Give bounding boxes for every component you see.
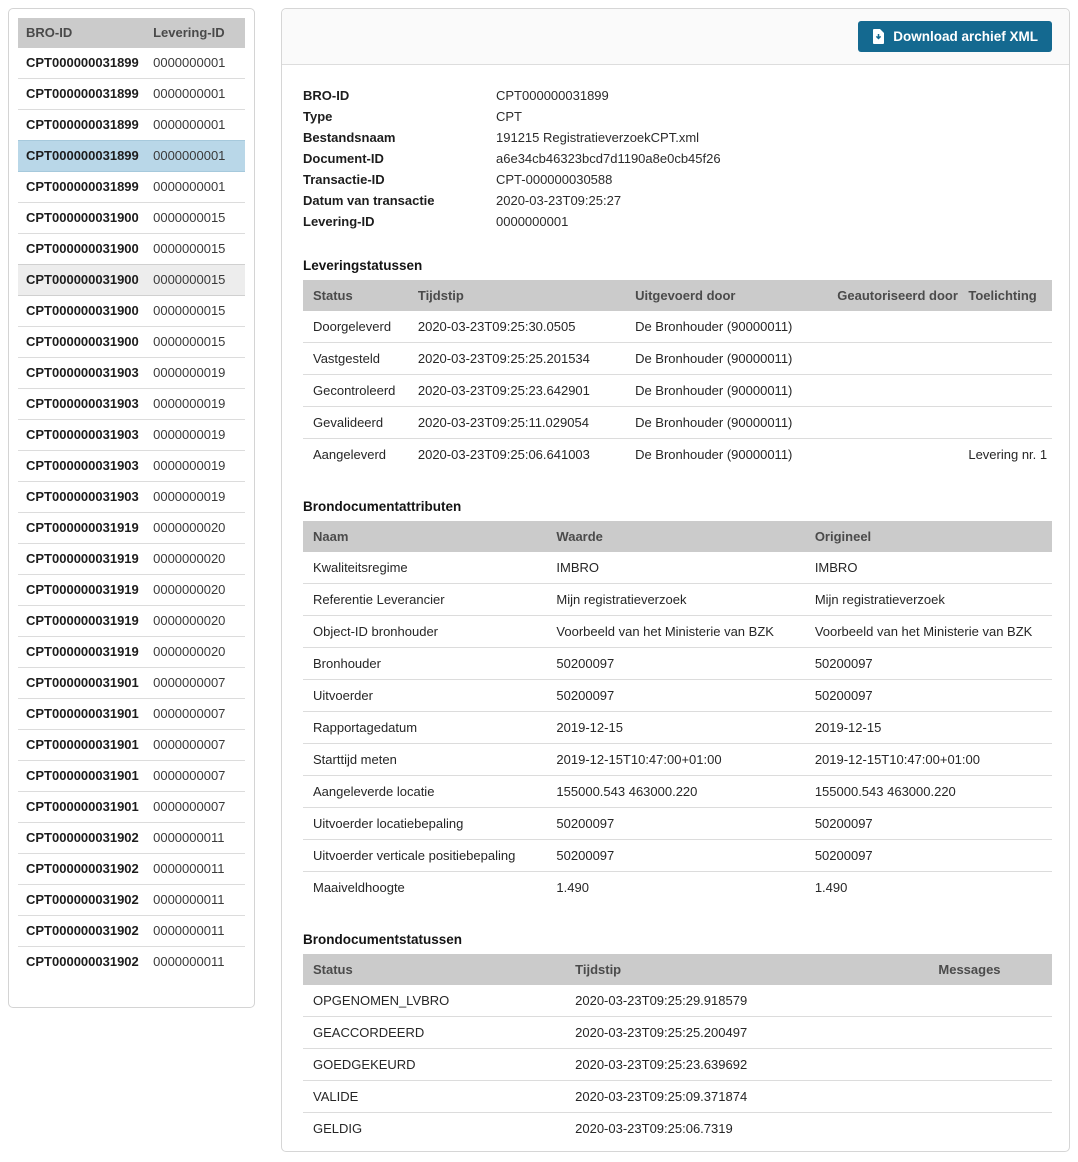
section-leveringstatussen xyxy=(303,258,1052,470)
table-cell xyxy=(928,985,1052,1017)
field-value: 0000000001 xyxy=(496,214,569,229)
table-cell xyxy=(928,1081,1052,1113)
row-bro-id[interactable]: CPT000000031919 xyxy=(18,575,145,606)
table-cell: Gevalideerd xyxy=(303,407,408,439)
delivery-list-row[interactable] xyxy=(18,110,245,141)
table-cell: Voorbeeld van het Ministerie van BZK xyxy=(546,616,804,648)
column-header-levering-id: Levering-ID xyxy=(145,18,245,48)
row-bro-id[interactable]: CPT000000031902 xyxy=(18,823,145,854)
delivery-list-row[interactable] xyxy=(18,513,245,544)
delivery-list-row[interactable] xyxy=(18,730,245,761)
table-cell: GOEDGEKEURD xyxy=(303,1049,565,1081)
row-levering-id[interactable]: 0000000019 xyxy=(145,389,245,420)
delivery-list-row[interactable] xyxy=(18,916,245,947)
table-cell xyxy=(958,407,1052,439)
section-brondocumentattributen xyxy=(303,499,1052,903)
delivery-list-row[interactable] xyxy=(18,203,245,234)
row-levering-id[interactable]: 0000000007 xyxy=(145,699,245,730)
detail-field xyxy=(303,110,1052,124)
section-title: Brondocumentattributen xyxy=(303,499,462,514)
row-levering-id[interactable]: 0000000019 xyxy=(145,358,245,389)
detail-field xyxy=(303,131,1052,145)
row-bro-id[interactable]: CPT000000031919 xyxy=(18,513,145,544)
column-header: Geautoriseerd door xyxy=(827,280,958,311)
table-cell: Doorgeleverd xyxy=(303,311,408,343)
table-cell: Maaiveldhoogte xyxy=(313,880,405,895)
table-row xyxy=(303,744,1052,776)
table-cell: Mijn registratieverzoek xyxy=(805,584,1052,616)
row-bro-id[interactable]: CPT000000031901 xyxy=(18,699,145,730)
row-bro-id[interactable]: CPT000000031901 xyxy=(18,792,145,823)
table-row xyxy=(303,407,1052,439)
table-cell: 2020-03-23T09:25:06.641003 xyxy=(417,447,590,462)
file-download-icon xyxy=(872,29,885,44)
table-cell: 2019-12-15 xyxy=(546,712,804,744)
table-cell: IMBRO xyxy=(546,552,804,584)
delivery-list-row[interactable] xyxy=(18,296,245,327)
delivery-list-row[interactable] xyxy=(18,792,245,823)
download-archive-xml-label: Download archief XML xyxy=(893,29,1038,44)
table-cell: 2020-03-23T09:25:29.918579 xyxy=(565,985,928,1017)
delivery-list-row[interactable] xyxy=(18,823,245,854)
table-row xyxy=(303,584,1052,616)
table-header-row xyxy=(303,521,1052,552)
table-cell: Gecontroleerd xyxy=(303,375,408,407)
field-value: CPT xyxy=(496,109,522,124)
table-cell: 2020-03-23T09:25:25.200497 xyxy=(565,1017,928,1049)
row-bro-id[interactable]: CPT000000031900 xyxy=(18,234,145,265)
table-cell: 155000.543 463000.220 xyxy=(546,776,804,808)
detail-body xyxy=(282,65,1069,1144)
table-cell: 2020-03-23T09:25:11.029054 xyxy=(408,407,625,439)
delivery-list-row[interactable] xyxy=(18,141,245,172)
row-levering-id[interactable]: 0000000019 xyxy=(145,420,245,451)
field-label: Type xyxy=(303,109,333,124)
delivery-list-row[interactable] xyxy=(18,389,245,420)
delivery-list-row[interactable] xyxy=(18,420,245,451)
column-header: Toelichting xyxy=(958,280,1052,311)
table-cell xyxy=(958,375,1052,407)
table-cell: Starttijd meten xyxy=(303,744,546,776)
delivery-list-table xyxy=(18,18,245,977)
delivery-list-header-row xyxy=(18,18,245,48)
table-cell: GEACCORDEERD xyxy=(303,1017,565,1049)
table-cell: De Bronhouder (90000011) xyxy=(625,407,827,439)
table-cell xyxy=(827,311,958,343)
row-levering-id[interactable]: 0000000020 xyxy=(145,575,245,606)
row-bro-id[interactable]: CPT000000031902 xyxy=(18,854,145,885)
field-value: CPT-000000030588 xyxy=(496,172,613,187)
row-levering-id[interactable]: 0000000001 xyxy=(145,110,245,141)
table-row xyxy=(303,776,1052,808)
table-cell: 50200097 xyxy=(805,808,1052,840)
row-levering-id[interactable]: 0000000020 xyxy=(145,513,245,544)
delivery-list-row[interactable] xyxy=(18,327,245,358)
section-title: Brondocumentstatussen xyxy=(303,932,463,947)
table-row xyxy=(303,808,1052,840)
delivery-list-row[interactable] xyxy=(18,885,245,916)
table-cell: Voorbeeld van het Ministerie van BZK xyxy=(805,616,1052,648)
row-levering-id[interactable]: 0000000015 xyxy=(145,296,245,327)
table-cell: 2020-03-23T09:25:09.371874 xyxy=(565,1081,928,1113)
row-levering-id[interactable]: 0000000019 xyxy=(145,482,245,513)
brondocumentstatussen-table xyxy=(303,954,1052,1144)
table-cell: Vastgesteld xyxy=(303,343,408,375)
delivery-list-row[interactable] xyxy=(18,358,245,389)
table-cell: 50200097 xyxy=(546,680,804,712)
row-levering-id[interactable]: 0000000020 xyxy=(145,606,245,637)
row-levering-id[interactable]: 0000000007 xyxy=(145,761,245,792)
table-cell: De Bronhouder (90000011) xyxy=(635,447,793,462)
detail-fields xyxy=(303,89,1052,229)
table-cell xyxy=(928,1017,1052,1049)
row-levering-id[interactable]: 0000000011 xyxy=(145,885,245,916)
row-bro-id[interactable]: CPT000000031919 xyxy=(18,606,145,637)
table-cell: 2020-03-23T09:25:25.201534 xyxy=(408,343,625,375)
row-bro-id[interactable]: CPT000000031901 xyxy=(18,668,145,699)
table-row xyxy=(303,985,1052,1017)
table-cell: OPGENOMEN_LVBRO xyxy=(303,985,565,1017)
field-label: Document-ID xyxy=(303,151,384,166)
table-cell: 50200097 xyxy=(805,648,1052,680)
row-levering-id[interactable]: 0000000001 xyxy=(145,79,245,110)
row-bro-id[interactable]: CPT000000031899 xyxy=(26,55,139,70)
detail-field xyxy=(303,194,1052,208)
row-levering-id[interactable]: 0000000020 xyxy=(145,637,245,668)
row-levering-id[interactable]: 0000000011 xyxy=(145,947,245,978)
table-cell: 2020-03-23T09:25:23.639692 xyxy=(565,1049,928,1081)
row-levering-id[interactable]: 0000000015 xyxy=(145,327,245,358)
field-value: 2020-03-23T09:25:27 xyxy=(496,193,622,208)
table-row xyxy=(303,1081,1052,1113)
column-header: Tijdstip xyxy=(565,954,928,985)
table-cell xyxy=(827,407,958,439)
column-header: Naam xyxy=(303,521,546,552)
row-bro-id[interactable]: CPT000000031901 xyxy=(18,730,145,761)
table-row xyxy=(303,840,1052,872)
table-row xyxy=(303,1113,1052,1145)
column-header: Messages xyxy=(928,954,1052,985)
table-cell: 2019-12-15T10:47:00+01:00 xyxy=(546,744,804,776)
table-row xyxy=(303,375,1052,407)
table-cell: 2020-03-23T09:25:23.642901 xyxy=(408,375,625,407)
column-header: Status xyxy=(303,954,565,985)
delivery-list-row[interactable] xyxy=(18,947,245,978)
row-levering-id[interactable]: 0000000015 xyxy=(145,234,245,265)
table-cell: Uitvoerder verticale positiebepaling xyxy=(303,840,546,872)
table-cell: De Bronhouder (90000011) xyxy=(625,311,827,343)
delivery-list-panel xyxy=(8,8,255,1008)
row-bro-id[interactable]: CPT000000031903 xyxy=(18,420,145,451)
table-cell xyxy=(827,343,958,375)
row-bro-id[interactable]: CPT000000031900 xyxy=(18,296,145,327)
table-header-row xyxy=(303,954,1052,985)
table-cell xyxy=(928,1113,1052,1145)
row-levering-id[interactable]: 0000000015 xyxy=(145,203,245,234)
delivery-list-row[interactable] xyxy=(18,761,245,792)
field-label: Levering-ID xyxy=(303,214,375,229)
row-bro-id[interactable]: CPT000000031899 xyxy=(18,172,145,203)
delivery-list-row[interactable] xyxy=(18,575,245,606)
row-levering-id[interactable]: 0000000007 xyxy=(145,730,245,761)
row-levering-id[interactable]: 0000000011 xyxy=(145,854,245,885)
table-row xyxy=(303,616,1052,648)
table-cell: Bronhouder xyxy=(303,648,546,680)
table-cell: IMBRO xyxy=(805,552,1052,584)
table-cell: VALIDE xyxy=(303,1081,565,1113)
table-cell: Aangeleverd xyxy=(313,447,386,462)
field-label: Datum van transactie xyxy=(303,193,435,208)
table-cell: 2020-03-23T09:25:06.7319 xyxy=(575,1121,733,1136)
row-levering-id[interactable]: 0000000001 xyxy=(145,172,245,203)
delivery-list-row[interactable] xyxy=(18,606,245,637)
delivery-list-row[interactable] xyxy=(18,234,245,265)
detail-panel xyxy=(281,8,1070,1152)
table-cell: 1.490 xyxy=(814,880,848,895)
column-header: Uitgevoerd door xyxy=(625,280,827,311)
row-bro-id[interactable]: CPT000000031903 xyxy=(18,451,145,482)
delivery-list-row[interactable] xyxy=(18,172,245,203)
table-cell: Object-ID bronhouder xyxy=(303,616,546,648)
row-levering-id[interactable]: 0000000007 xyxy=(145,792,245,823)
table-cell: De Bronhouder (90000011) xyxy=(625,343,827,375)
row-bro-id[interactable]: CPT000000031903 xyxy=(18,482,145,513)
table-cell xyxy=(958,343,1052,375)
delivery-list-row[interactable] xyxy=(18,79,245,110)
row-bro-id[interactable]: CPT000000031919 xyxy=(18,544,145,575)
brondocumentattributen-table xyxy=(303,521,1052,903)
table-row xyxy=(303,712,1052,744)
table-row xyxy=(303,552,1052,584)
table-row xyxy=(303,439,1052,471)
delivery-list-row[interactable] xyxy=(18,451,245,482)
row-levering-id[interactable]: 0000000011 xyxy=(145,823,245,854)
section-title: Leveringstatussen xyxy=(303,258,423,273)
table-cell: Rapportagedatum xyxy=(303,712,546,744)
row-levering-id[interactable]: 0000000001 xyxy=(145,141,245,172)
row-bro-id[interactable]: CPT000000031902 xyxy=(18,947,145,978)
column-header: Waarde xyxy=(546,521,804,552)
delivery-list-row[interactable] xyxy=(18,668,245,699)
row-bro-id[interactable]: CPT000000031902 xyxy=(18,916,145,947)
detail-field xyxy=(303,89,1052,103)
table-cell: Aangeleverde locatie xyxy=(303,776,546,808)
row-levering-id[interactable]: 0000000011 xyxy=(145,916,245,947)
table-cell: 50200097 xyxy=(546,840,804,872)
table-cell: 155000.543 463000.220 xyxy=(805,776,1052,808)
field-label: Bestandsnaam xyxy=(303,130,396,145)
field-label: BRO-ID xyxy=(303,88,350,103)
table-cell: 2019-12-15T10:47:00+01:00 xyxy=(805,744,1052,776)
table-cell: De Bronhouder (90000011) xyxy=(625,375,827,407)
row-bro-id[interactable]: CPT000000031900 xyxy=(18,265,145,296)
table-cell: 2020-03-23T09:25:30.0505 xyxy=(408,311,625,343)
table-cell: 1.490 xyxy=(556,880,589,895)
table-cell: 2019-12-15 xyxy=(805,712,1052,744)
row-levering-id[interactable]: 0000000019 xyxy=(145,451,245,482)
table-row xyxy=(303,680,1052,712)
table-cell: Mijn registratieverzoek xyxy=(546,584,804,616)
delivery-list-row[interactable] xyxy=(18,637,245,668)
table-cell xyxy=(928,1049,1052,1081)
table-cell xyxy=(958,311,1052,343)
delivery-list-row[interactable] xyxy=(18,265,245,296)
field-value: a6e34cb46323bcd7d1190a8e0cb45f26 xyxy=(496,151,721,166)
section-brondocumentstatussen xyxy=(303,932,1052,1144)
row-bro-id[interactable]: CPT000000031899 xyxy=(18,79,145,110)
column-header: Status xyxy=(303,280,408,311)
row-bro-id[interactable]: CPT000000031899 xyxy=(18,141,145,172)
row-bro-id[interactable]: CPT000000031900 xyxy=(18,327,145,358)
table-row xyxy=(303,872,1052,904)
table-cell: 50200097 xyxy=(805,840,1052,872)
table-cell: Uitvoerder locatiebepaling xyxy=(303,808,546,840)
row-bro-id[interactable]: CPT000000031902 xyxy=(18,885,145,916)
table-row xyxy=(303,648,1052,680)
table-cell: Levering nr. 1 xyxy=(968,447,1048,462)
field-label: Transactie-ID xyxy=(303,172,385,187)
row-bro-id[interactable]: CPT000000031903 xyxy=(18,389,145,420)
table-cell: Referentie Leverancier xyxy=(303,584,546,616)
table-cell: 50200097 xyxy=(805,680,1052,712)
row-bro-id[interactable]: CPT000000031900 xyxy=(18,203,145,234)
table-row xyxy=(303,1049,1052,1081)
table-header-row xyxy=(303,280,1052,311)
table-row xyxy=(303,343,1052,375)
row-levering-id[interactable]: 0000000015 xyxy=(145,265,245,296)
table-cell: 50200097 xyxy=(546,808,804,840)
row-bro-id[interactable]: CPT000000031899 xyxy=(18,110,145,141)
download-archive-xml-button[interactable] xyxy=(858,21,1052,52)
column-header-bro-id: BRO-ID xyxy=(18,18,145,48)
row-levering-id[interactable]: 0000000020 xyxy=(145,544,245,575)
table-row xyxy=(303,311,1052,343)
delivery-list-row[interactable] xyxy=(18,544,245,575)
detail-field xyxy=(303,173,1052,187)
table-cell: GELDIG xyxy=(313,1121,363,1136)
detail-field xyxy=(303,152,1052,166)
table-cell: Kwaliteitsregime xyxy=(303,552,546,584)
detail-toolbar xyxy=(282,9,1069,65)
column-header: Origineel xyxy=(805,521,1052,552)
row-levering-id[interactable]: 0000000001 xyxy=(153,55,226,70)
delivery-list-row[interactable] xyxy=(18,699,245,730)
delivery-list-row[interactable] xyxy=(18,854,245,885)
row-bro-id[interactable]: CPT000000031901 xyxy=(18,761,145,792)
table-row xyxy=(303,1017,1052,1049)
row-bro-id[interactable]: CPT000000031919 xyxy=(18,637,145,668)
detail-field xyxy=(303,215,1052,229)
row-bro-id[interactable]: CPT000000031903 xyxy=(18,358,145,389)
table-cell xyxy=(827,375,958,407)
row-levering-id[interactable]: 0000000007 xyxy=(145,668,245,699)
table-cell: 50200097 xyxy=(546,648,804,680)
delivery-list-row[interactable] xyxy=(18,482,245,513)
delivery-list-row[interactable] xyxy=(18,48,245,79)
leveringstatussen-table xyxy=(303,280,1052,470)
field-value: CPT000000031899 xyxy=(496,88,609,103)
table-cell xyxy=(827,439,958,471)
table-cell: Uitvoerder xyxy=(303,680,546,712)
column-header: Tijdstip xyxy=(408,280,625,311)
field-value: 191215 RegistratieverzoekCPT.xml xyxy=(496,130,700,145)
